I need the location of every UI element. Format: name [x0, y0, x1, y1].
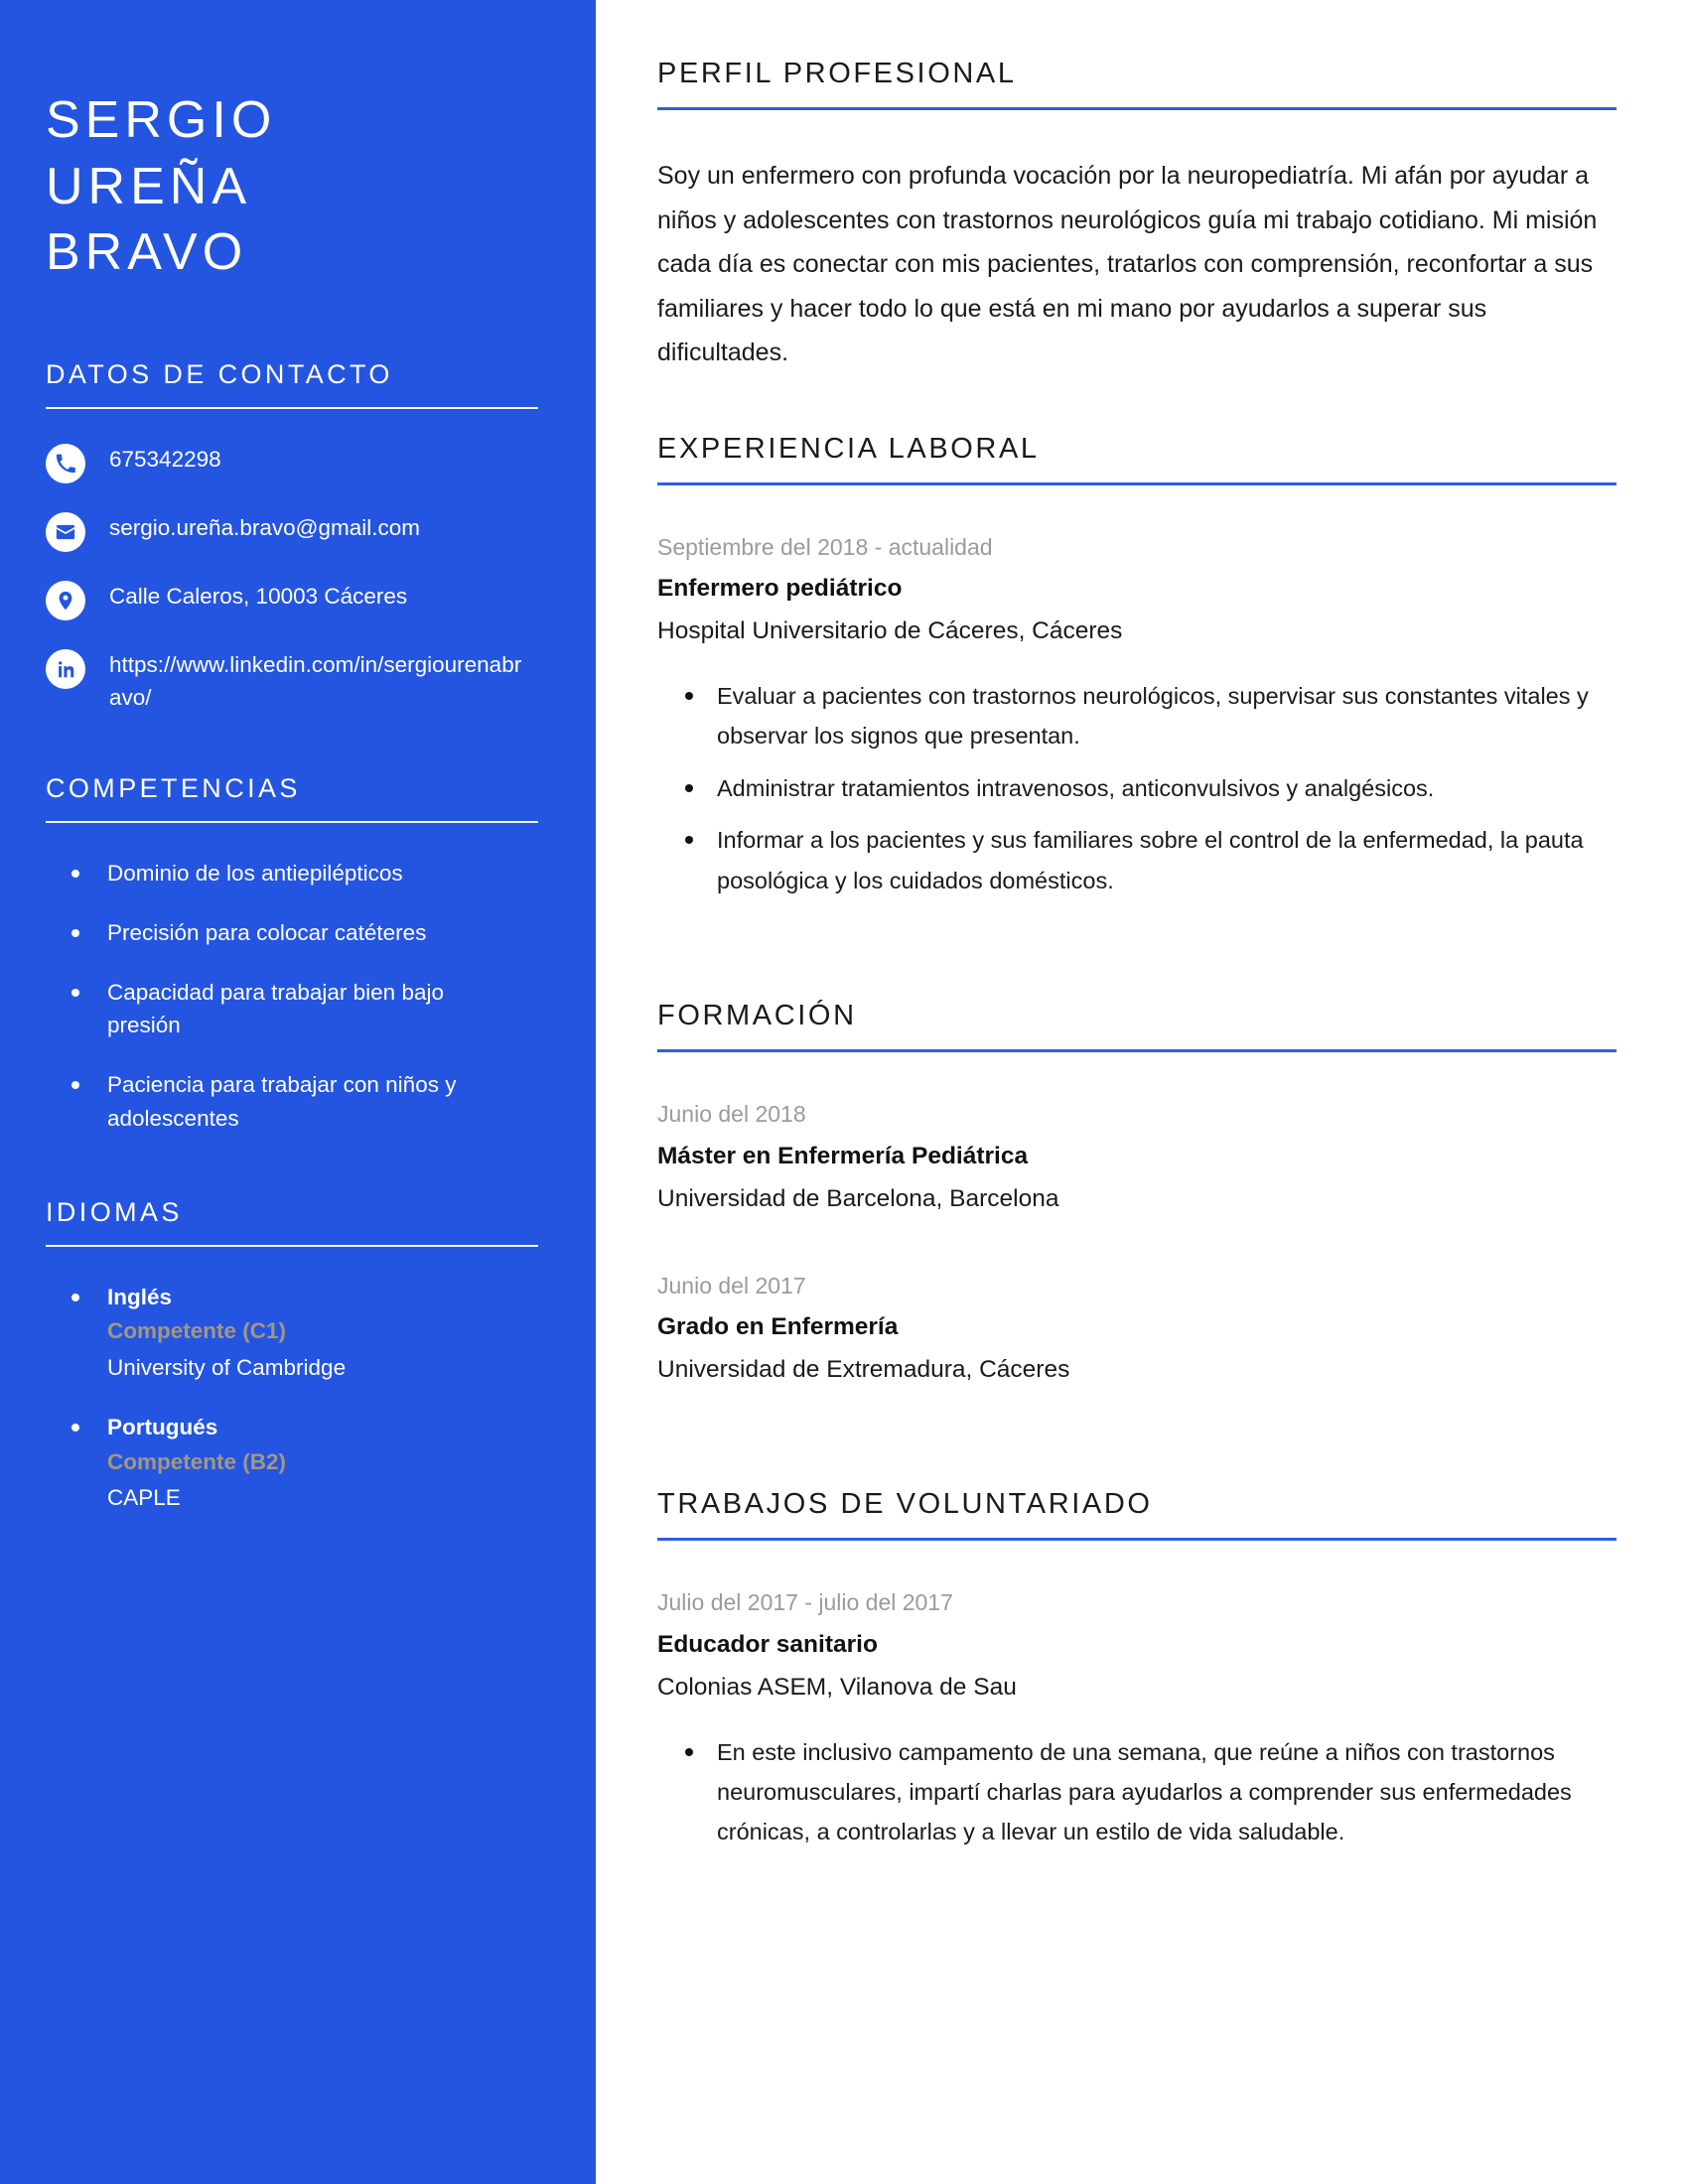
education-entry [657, 1268, 1617, 1390]
education-heading: FORMACIÓN [657, 1000, 857, 1032]
entry-title: Máster en Enfermería Pediátrica [657, 1142, 1029, 1169]
education-entry [657, 1096, 1617, 1218]
languages-section [46, 1197, 544, 1247]
entry-organization: Universidad de Barcelona, Barcelona [657, 1184, 1059, 1212]
volunteering-entry [657, 1584, 1617, 1852]
entry-date: Junio del 2017 [657, 1272, 806, 1298]
languages-list [46, 1281, 544, 1516]
entry-title: Educador sanitario [657, 1630, 878, 1658]
entry-title: Grado en Enfermería [657, 1313, 899, 1341]
contact-address-value: Calle Caleros, 10003 Cáceres [109, 583, 408, 609]
linkedin-icon [46, 649, 85, 689]
languages-heading: IDIOMAS [46, 1196, 183, 1227]
experience-bullets [657, 676, 1617, 900]
experience-entry [657, 529, 1617, 901]
profile-text: Soy un enfermero con profunda vocación por la neuropediatría. Mi afán por ayudar a niños y adolescentes con trastornos neurológicos guía mi trabajo cotidiano. Mi misión cada día es conectar con mis pacientes, tratarlos con comprensión, reconfortar a sus familiares y hacer todo lo que está en mi mano por ayudarlos a superar sus dificultades. [657, 162, 1598, 366]
list-item [46, 1411, 463, 1515]
education-section [657, 1000, 1617, 1389]
spacer [657, 1234, 1617, 1268]
language-name: Inglés [107, 1284, 173, 1309]
contact-item-phone[interactable] [46, 443, 544, 483]
profile-heading: PERFIL PROFESIONAL [657, 58, 1017, 89]
list-item: Informar a los pacientes y sus familiares sobre el control de la enfermedad, la pauta posológica y los cuidados domésticos. [657, 820, 1617, 900]
contact-item-linkedin[interactable] [46, 648, 544, 715]
volunteering-divider [657, 1538, 1617, 1541]
entry-organization: Colonias ASEM, Vilanova de Sau [657, 1673, 1017, 1701]
spacer [657, 916, 1617, 1000]
education-divider [657, 1049, 1617, 1052]
languages-divider [46, 1245, 538, 1247]
list-item: Paciencia para trabajar con niños y adolescentes [46, 1068, 463, 1136]
list-item [46, 1281, 463, 1385]
profile-divider [657, 107, 1617, 110]
entry-date: Junio del 2018 [657, 1101, 806, 1128]
contact-item-email[interactable] [46, 511, 544, 552]
name-line-second: UREÑA [46, 157, 252, 215]
contact-email-value: sergio.ureña.bravo@gmail.com [109, 514, 420, 540]
list-item: Precisión para colocar catéteres [46, 916, 463, 950]
volunteering-bullets [657, 1732, 1617, 1852]
contact-divider [46, 407, 538, 409]
skills-list [46, 857, 544, 1136]
contact-list [46, 443, 544, 715]
volunteering-section [657, 1488, 1617, 1852]
entry-date: Julio del 2017 - julio del 2017 [657, 1589, 953, 1616]
sidebar [0, 0, 596, 2184]
list-item: Evaluar a pacientes con trastornos neurológicos, supervisar sus constantes vitales y observar los signos que presentan. [657, 676, 1617, 756]
contact-linkedin-value: https://www.linkedin.com/in/sergiourenabravo/ [109, 651, 522, 710]
volunteering-heading: TRABAJOS DE VOLUNTARIADO [657, 1488, 1153, 1521]
list-item: Dominio de los antiepilépticos [46, 857, 463, 890]
name-line-first: SERGIO [46, 91, 277, 149]
contact-phone-value: 675342298 [109, 446, 221, 472]
list-item: En este inclusivo campamento de una semana, que reúne a niños con trastornos neuromusculares, impartí charlas para ayudarlos a comprender sus enfermedades crónicas, a controlarlas y a llevar un estilo de vida saludable. [657, 1732, 1617, 1852]
entry-organization: Hospital Universitario de Cáceres, Cáceres [657, 617, 1123, 645]
email-icon [46, 512, 85, 552]
contact-section [46, 359, 544, 409]
skills-heading: COMPETENCIAS [46, 773, 301, 804]
language-institution: CAPLE [107, 1485, 181, 1511]
profile-section [657, 58, 1617, 375]
contact-item-address[interactable] [46, 580, 544, 620]
location-icon [46, 581, 85, 620]
entry-title: Enfermero pediátrico [657, 575, 903, 603]
list-item: Capacidad para trabajar bien bajo presión [46, 976, 463, 1043]
contact-heading: DATOS DE CONTACTO [46, 358, 393, 389]
name-line-third: BRAVO [46, 223, 248, 282]
language-institution: University of Cambridge [107, 1354, 347, 1380]
language-level: Competente (B2) [107, 1448, 287, 1474]
language-level: Competente (C1) [107, 1318, 287, 1344]
experience-divider [657, 482, 1617, 485]
experience-heading: EXPERIENCIA LABORAL [657, 432, 1040, 465]
language-name: Portugués [107, 1415, 218, 1440]
skills-section [46, 773, 544, 823]
list-item: Administrar tratamientos intravenosos, anticonvulsivos y analgésicos. [657, 768, 1617, 808]
entry-organization: Universidad de Extremadura, Cáceres [657, 1356, 1070, 1384]
skills-divider [46, 821, 538, 823]
entry-date: Septiembre del 2018 - actualidad [657, 533, 993, 560]
phone-icon [46, 444, 85, 483]
candidate-name [46, 87, 544, 286]
experience-section [657, 433, 1617, 901]
spacer [657, 1405, 1617, 1488]
main-content [596, 0, 1688, 2184]
